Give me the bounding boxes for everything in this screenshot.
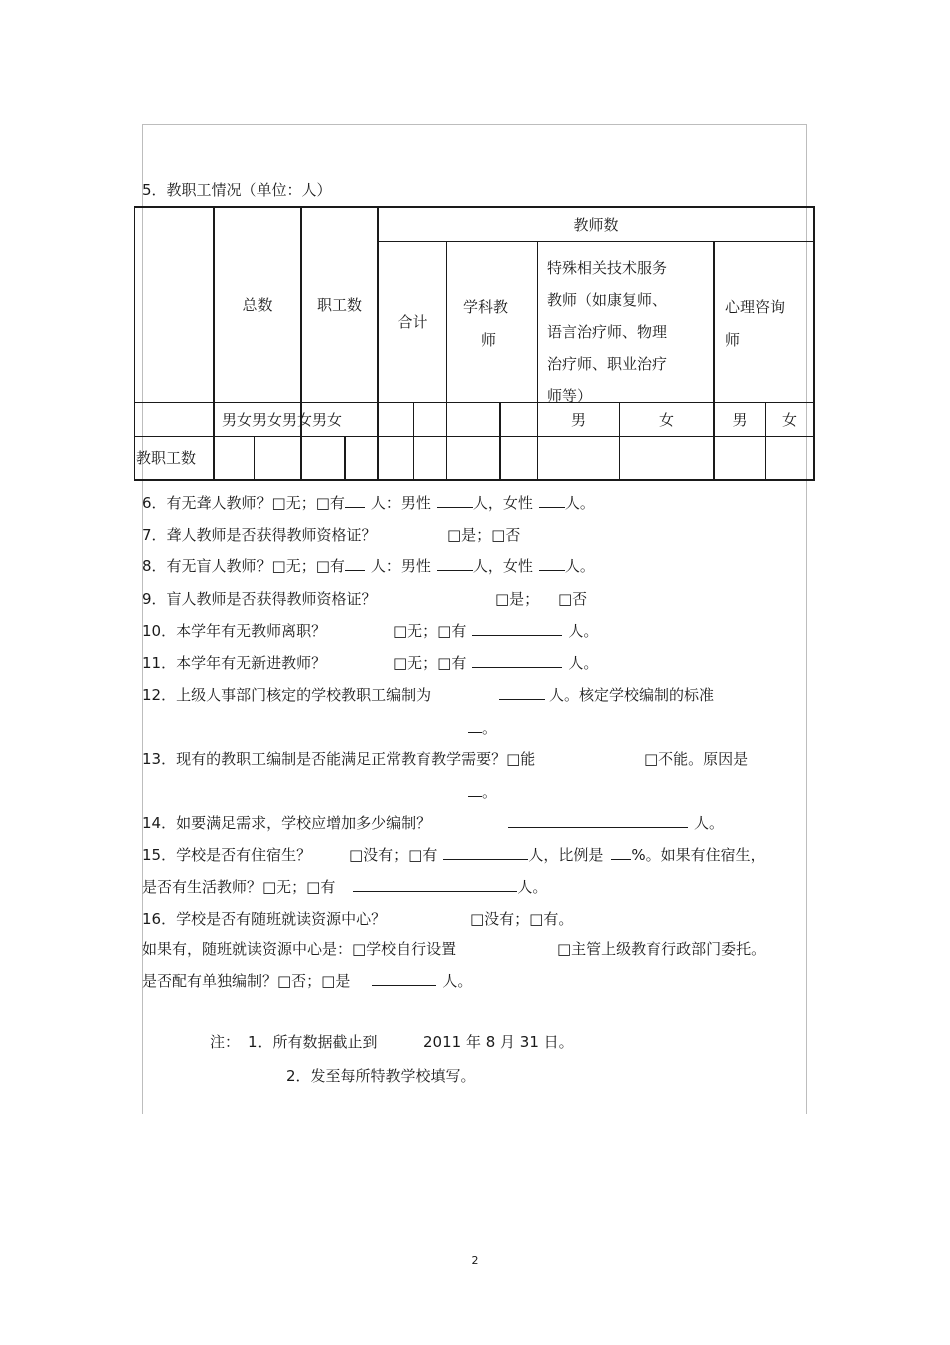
q6-male-blank[interactable] (437, 493, 473, 508)
col-special-line: 特殊相关技术服务 (547, 259, 668, 277)
gender-female: 女 (781, 410, 797, 429)
q6 (142, 493, 595, 513)
q15-ratio-end: %。如果有住宿生， (631, 846, 766, 864)
col-subject-line1: 学科教 (463, 298, 509, 316)
q11-end: 人。 (568, 654, 599, 672)
col-psych-line2: 师 (725, 331, 741, 349)
q7-options[interactable]: □是；□否 (447, 526, 521, 544)
col-special-line: 治疗师、职业治疗 (547, 355, 668, 373)
section-title: 5．教职工情况（单位：人） (142, 181, 332, 199)
note-1: 1．所有数据截止到 (248, 1033, 378, 1051)
q8 (142, 556, 595, 576)
q12-standard: 人。核定学校编制的标准 (549, 686, 715, 704)
q15-count-blank[interactable] (443, 845, 528, 860)
col-sum: 合计 (397, 313, 428, 331)
col-special-line: 语言治疗师、物理 (547, 323, 668, 341)
q16-line3 (142, 971, 472, 991)
col-special-line: 教师（如康复师、 (547, 291, 668, 309)
gender-male: 男 (732, 410, 748, 429)
q16-staffing-blank[interactable] (372, 971, 436, 986)
q15-options[interactable]: □没有；□有 (349, 846, 438, 864)
table-rule (254, 436, 255, 480)
q12-answer (499, 685, 714, 705)
table-border-left (134, 206, 135, 480)
q10-end: 人。 (568, 622, 599, 640)
q6-end: 人。 (564, 494, 595, 512)
page-frame-right (806, 124, 807, 1114)
q15-life-teacher: 是否有生活教师？□无；□有 (142, 878, 336, 896)
teacher-count-header: 教师数 (573, 215, 619, 234)
note-2: 2．发至每所特教学校填写。 (286, 1067, 476, 1085)
q9-option-yes[interactable]: □是； (495, 590, 540, 608)
q12-standard-line (468, 718, 497, 738)
col-special-line: 师等） (547, 387, 593, 405)
q12-text: 12．上级人事部门核定的学校教职工编制为 (142, 686, 432, 704)
q15-text: 15．学校是否有住宿生？ (142, 846, 312, 864)
col-special (547, 252, 667, 412)
q16-option-delegated[interactable]: □主管上级教育行政部门委托。 (557, 940, 767, 958)
table-rule (446, 241, 447, 480)
q16-options[interactable]: □没有；□有。 (470, 910, 574, 928)
q11-options[interactable]: □无；□有 (393, 654, 467, 672)
q11-blank[interactable] (472, 653, 562, 668)
table-rule (344, 436, 346, 480)
q14-end: 人。 (694, 814, 725, 832)
q15-answer (349, 845, 766, 865)
q14-text: 14．如要满足需求，学校应增加多少编制？ (142, 814, 432, 832)
q10-text: 10．本学年有无教师离职？ (142, 622, 327, 640)
col-subject-line2: 师 (481, 331, 497, 349)
table-rule (537, 241, 538, 480)
gender-female: 女 (658, 410, 674, 429)
q13-text: 13．现有的教职工编制是否能满足正常教育教学需要？□能 (142, 750, 536, 768)
q13-option-no[interactable]: □不能。原因是 (644, 750, 749, 768)
q13-reason-line (468, 782, 497, 802)
q15-ratio-blank[interactable] (611, 845, 631, 860)
table-rule (713, 241, 715, 480)
q16-staffing: 是否配有单独编制？□否；□是 (142, 972, 351, 990)
q8-count-blank[interactable] (345, 556, 365, 571)
q10-options[interactable]: □无；□有 (393, 622, 467, 640)
q16-end: 人。 (442, 972, 473, 990)
note-1-date: 2011 年 8 月 31 日。 (423, 1033, 574, 1051)
q7-text: 7．聋人教师是否获得教师资格证？ (142, 526, 377, 544)
q8-end: 人。 (564, 557, 595, 575)
q15-life-blank[interactable] (353, 877, 517, 892)
q6-female-label: 人，女性 (472, 494, 533, 512)
q9-text: 9．盲人教师是否获得教师资格证？ (142, 590, 377, 608)
gender-male: 男 (570, 410, 586, 429)
gender-run: 男女男女男女男女 (222, 411, 343, 429)
col-psych-line1: 心理咨询 (725, 298, 786, 316)
q13-reason-blank[interactable] (468, 782, 482, 797)
q6-male-label: 人：男性 (370, 494, 431, 512)
col-total: 总数 (242, 296, 273, 314)
q13-end: 。 (482, 783, 498, 801)
page-frame-left (142, 124, 143, 1114)
q10-answer (393, 621, 598, 641)
q15-end: 人。 (517, 878, 548, 896)
col-staff: 职工数 (316, 296, 362, 314)
q9-option-no[interactable]: □否 (558, 590, 588, 608)
q8-female-label: 人，女性 (472, 557, 533, 575)
q12-standard-blank[interactable] (468, 718, 482, 733)
q15-ratio-label: 人，比例是 (528, 846, 604, 864)
q12-end: 。 (482, 719, 498, 737)
q16-text: 16．学校是否有随班就读资源中心？ (142, 910, 387, 928)
q6-text: 6．有无聋人教师？□无；□有 (142, 494, 345, 512)
q16-center-type: 如果有，随班就读资源中心是：□学校自行设置 (142, 940, 457, 958)
q10-blank[interactable] (472, 621, 562, 636)
q8-male-blank[interactable] (437, 556, 473, 571)
q11-text: 11．本学年有无新进教师？ (142, 654, 327, 672)
q15-line2 (142, 877, 547, 897)
note-label: 注： (210, 1033, 241, 1051)
q6-count-blank[interactable] (345, 493, 365, 508)
q14-blank[interactable] (508, 813, 688, 828)
row-label: 教职工数 (136, 449, 197, 467)
q11-answer (393, 653, 598, 673)
q8-text: 8．有无盲人教师？□无；□有 (142, 557, 345, 575)
page-frame-top (142, 124, 807, 125)
q12-blank[interactable] (499, 685, 545, 700)
q8-female-blank[interactable] (539, 556, 565, 571)
q8-male-label: 人：男性 (370, 557, 431, 575)
table-rule (499, 402, 501, 480)
table-border-right (813, 206, 815, 480)
q14-answer (508, 813, 724, 833)
q6-female-blank[interactable] (539, 493, 565, 508)
page-number: 2 (471, 1254, 479, 1267)
table-rule (413, 402, 414, 480)
